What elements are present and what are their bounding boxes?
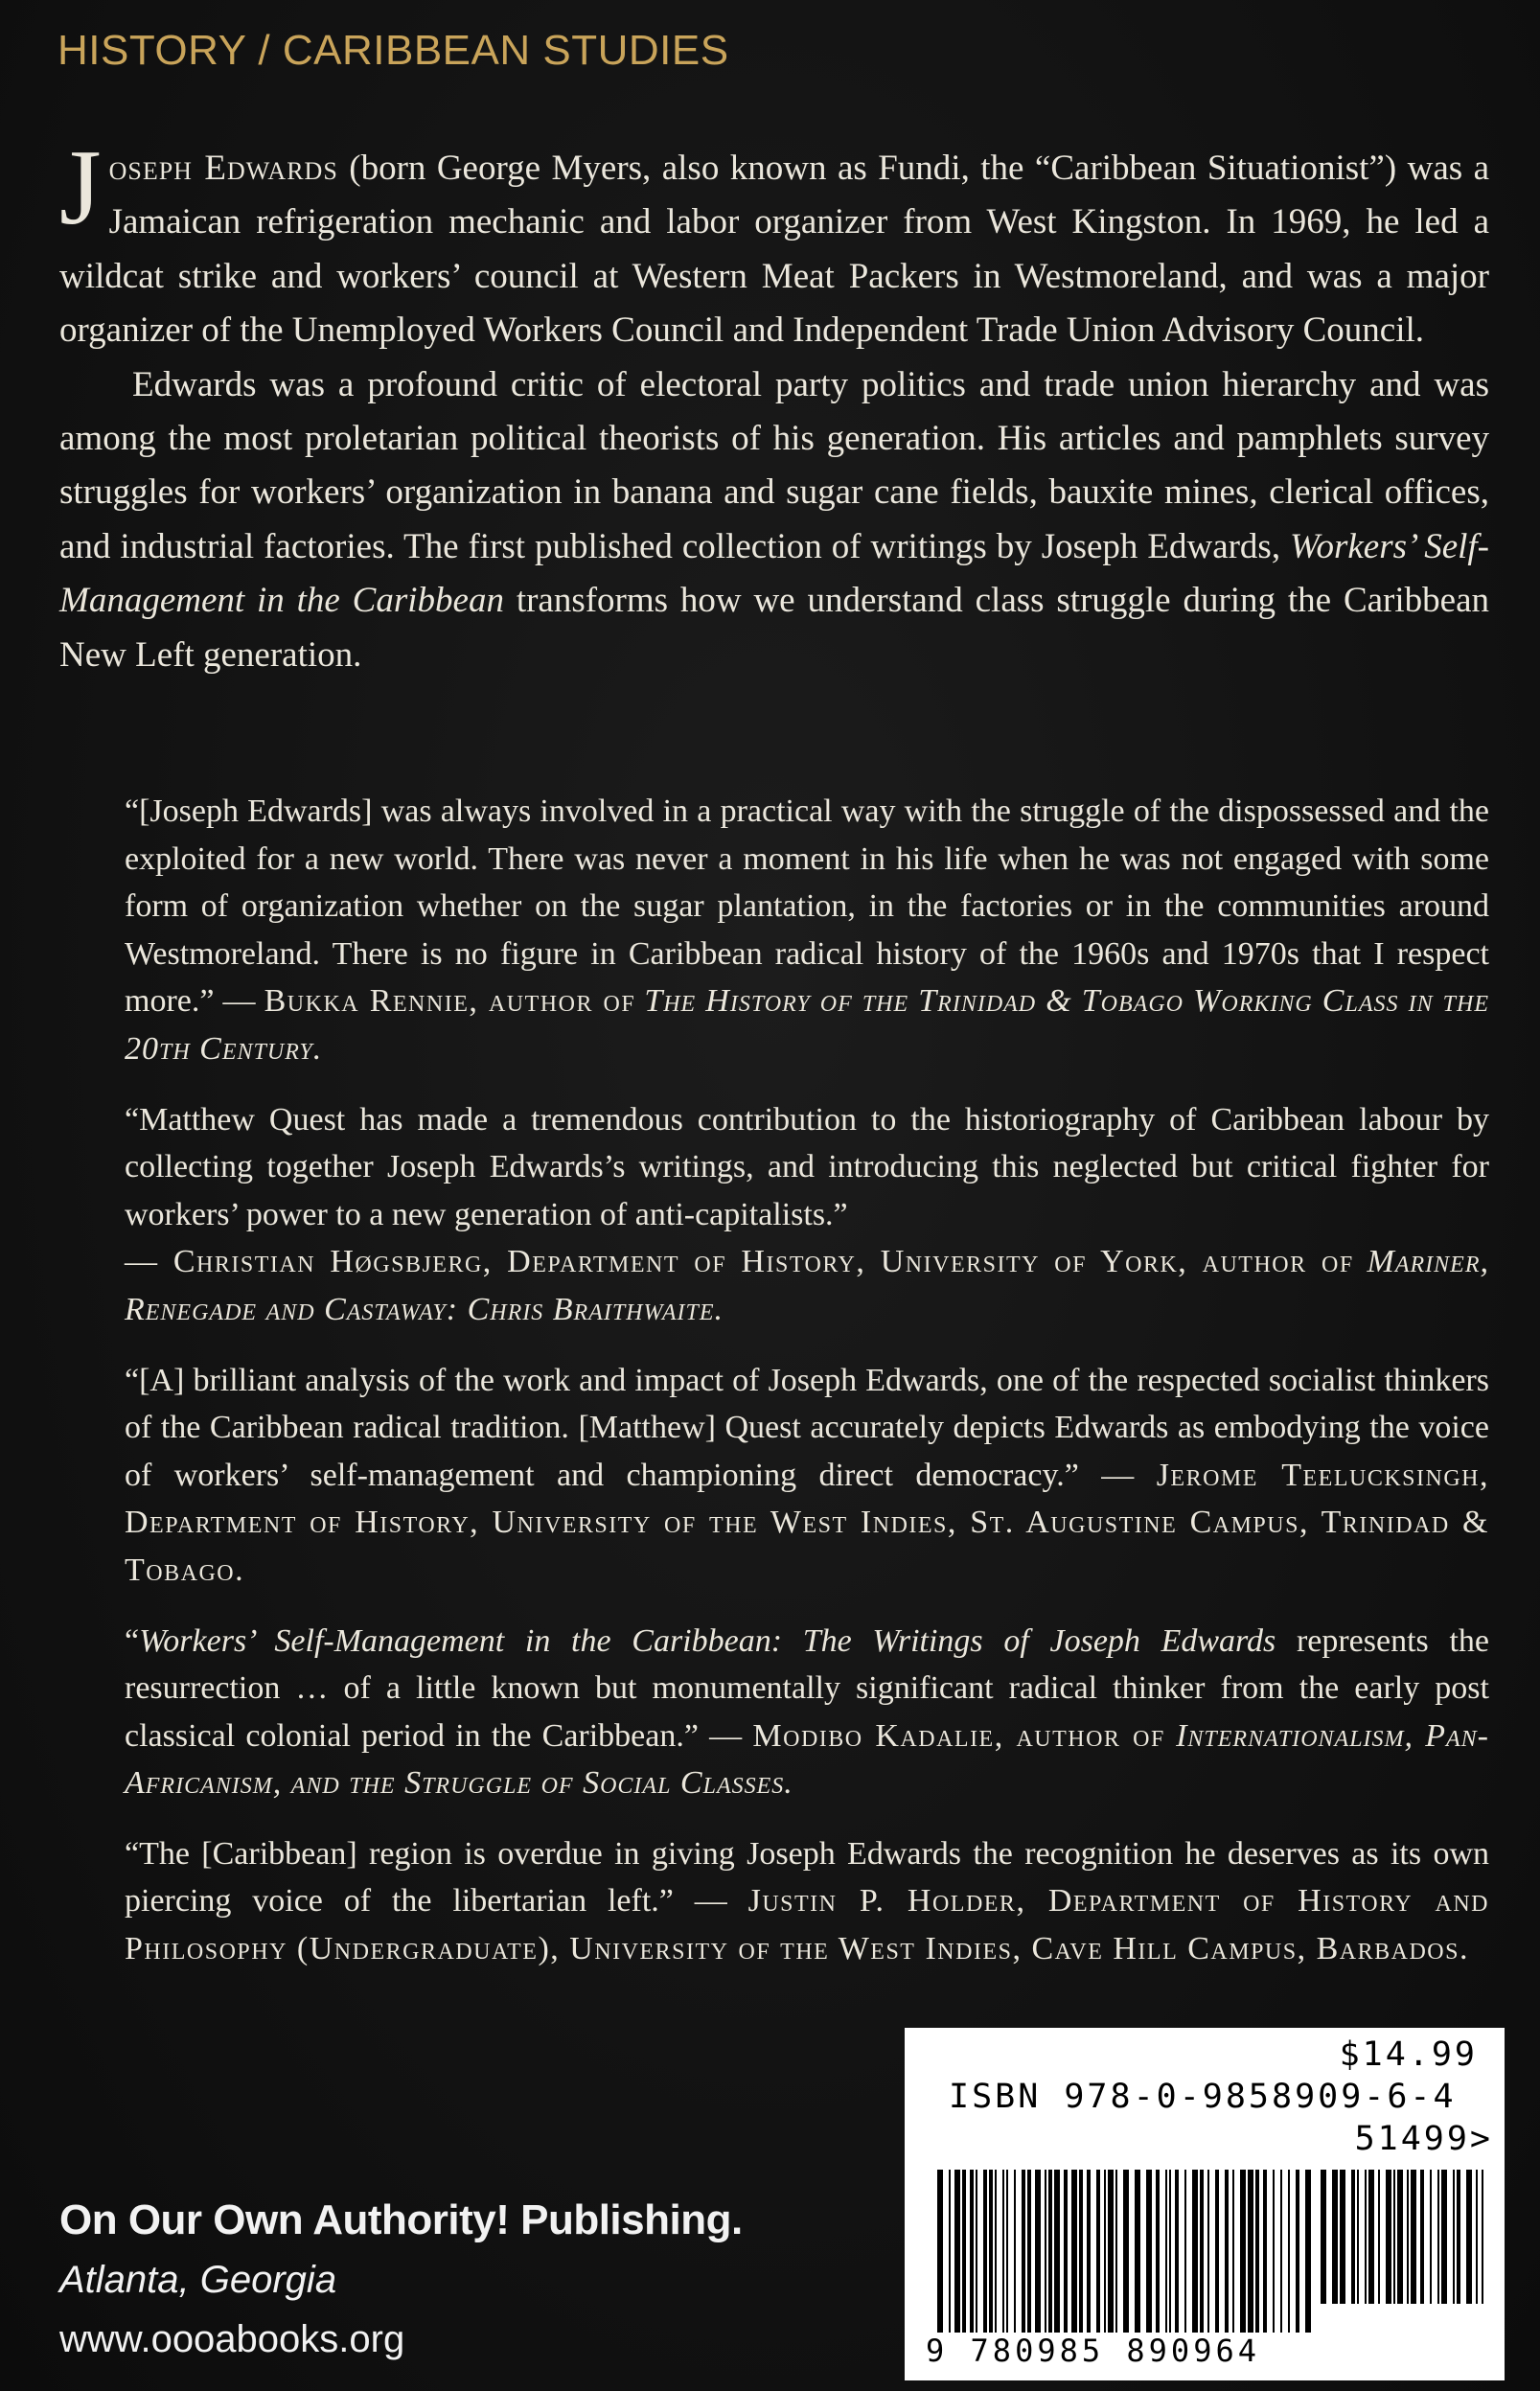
quote-text: represents the resurrection … of a little known but monumentally significant radical thinker from the early post classical colonial period in the Caribbean.” — (125, 1622, 1489, 1754)
barcode-bar (1437, 2170, 1439, 2304)
barcode-bar (1123, 2170, 1129, 2333)
quote-work: Mariner, Renegade and Castaway: Chris Braithwaite. (125, 1244, 1489, 1327)
barcode-bar (1175, 2170, 1179, 2333)
barcode-bar (1022, 2170, 1025, 2333)
barcode-bar (1064, 2170, 1068, 2333)
barcode-bar (1386, 2170, 1391, 2304)
barcode-bar (1280, 2170, 1282, 2333)
quote-attribution: Jerome Teelucksingh, Department of History, University of the West Indies, St. Augustine Campus, Trinidad & Tobago. (125, 1457, 1490, 1588)
barcode-bar (995, 2170, 997, 2333)
barcode-bar (1027, 2170, 1031, 2333)
barcode-bar (1296, 2170, 1299, 2333)
quote-text: “Matthew Quest has made a tremendous contribution to the historiography of Caribbean labour by collecting together Joseph Edwards’s writings, and introducing this neglected but critical fighter for workers’ power to a new generation of anti-capitalists.” (125, 1101, 1489, 1232)
barcode-bar (1288, 2170, 1290, 2333)
barcode-bar (1045, 2170, 1046, 2333)
endorsement-hogsbjerg (125, 1096, 1489, 1334)
book-title: Workers’ Self-Management in the Caribbean (59, 526, 1489, 621)
quote-attribution: Modibo Kadalie, author of (752, 1717, 1165, 1754)
barcode-bar (1393, 2170, 1395, 2304)
barcode-digits: 9 780985 890964 (926, 2333, 1260, 2369)
barcode-bar (1115, 2170, 1117, 2333)
barcode-bar (1340, 2170, 1345, 2304)
ean-barcode-bars (937, 2170, 1311, 2333)
barcode-bar (1378, 2170, 1380, 2304)
addon-barcode-bars (1321, 2170, 1483, 2304)
quote-text: “[A] brilliant analysis of the work and impact of Joseph Edwards, one of the respected socialist thinkers of the Caribbean radical tradition. [Matthew] Quest accurately depicts Edwards as embodying the voice of workers’ self-management and championing direct democracy.” — (125, 1362, 1489, 1493)
barcode-bar (1453, 2170, 1455, 2304)
barcode-bar (1255, 2170, 1259, 2333)
quote-text: “[Joseph Edwards] was always involved in a practical way with the struggle of the dispossessed and the exploited for a new world. There was never a moment in his life when he was not engaged with some form of organization whether on the sugar plantation, in the factories or in the communities around Westmoreland. There is no figure in Caribbean radical history of the 1960s and 1970s that I respect more.” — (125, 793, 1489, 1020)
barcode-bar (1430, 2170, 1432, 2304)
quote-attribution: Justin P. Holder, Department of History and Philosophy (Undergraduate), University of the West Indies, Cave Hill Campus, Barbados. (125, 1883, 1489, 1967)
category-label: HISTORY / CARIBBEAN STUDIES (57, 27, 729, 74)
barcode-bar (1240, 2170, 1246, 2333)
publisher-info (59, 2191, 743, 2369)
price-addon-label: 51499> (1354, 2120, 1493, 2158)
barcode-bar (1420, 2170, 1424, 2304)
barcode-bar (1104, 2170, 1106, 2333)
barcode-bar (954, 2170, 960, 2333)
barcode-bar (1135, 2170, 1140, 2333)
barcode-bar (962, 2170, 966, 2333)
barcode-bar (1407, 2170, 1409, 2304)
price-label: $14.99 (1339, 2035, 1478, 2074)
barcode-bar (1108, 2170, 1114, 2333)
barcode-bar (1368, 2170, 1374, 2304)
publisher-city: Atlanta, Georgia (59, 2259, 337, 2301)
barcode-bar (1411, 2170, 1416, 2304)
barcode-bar (976, 2170, 977, 2333)
barcode-bar (1192, 2170, 1198, 2333)
blurb-text: transforms how we understand class struggle during the Caribbean New Left generation. (59, 581, 1489, 675)
barcode-bar (983, 2170, 987, 2333)
barcode-bar (1048, 2170, 1052, 2333)
barcode-bar (1357, 2170, 1359, 2304)
barcode-bar (1365, 2170, 1367, 2304)
barcode-bar (1054, 2170, 1060, 2333)
barcode-bar (1476, 2170, 1478, 2304)
barcode-bar (1006, 2170, 1008, 2333)
barcode-bar (1087, 2170, 1091, 2333)
endorsement-rennie (125, 788, 1489, 1073)
barcode-bar (1184, 2170, 1186, 2333)
barcode-bar (1273, 2170, 1275, 2333)
quote-text: “The [Caribbean] region is overdue in giving Joseph Edwards the recognition he deserves as its own piercing voice of the libertarian left.” — (125, 1835, 1489, 1920)
endorsement-holder (125, 1830, 1489, 1973)
barcode-bar (970, 2170, 974, 2333)
barcode-bar (1351, 2170, 1355, 2304)
barcode-bar (1079, 2170, 1083, 2333)
blurb-text: Edwards was a profound critic of electoral party politics and trade union hierarchy and was among the most proletarian political theorists of his generation. His articles and pamphlets survey struggles for workers’ organization in banana and sugar cane fields, bauxite mines, clerical offices, and industrial factories. The first published collection of writings by Joseph Edwards, (59, 364, 1489, 566)
barcode-bar (1014, 2170, 1016, 2333)
author-name-smallcaps: oseph Edwards (108, 149, 338, 188)
blurb-paragraph-1 (59, 128, 1490, 358)
endorsement-kadalie: “Workers’ Self-Management in the Caribbean: The Writings of Joseph Edwards represents the resurrection … of a little known but monumentally significant radical thinker from the early post classical colonial period in the Caribbean.” — Modibo Kadalie, author of Internationalism, Pan-Africanism, and the Struggle of Social Classes. (125, 1622, 1490, 1802)
barcode-bar (1482, 2170, 1483, 2304)
quote-attribution: — Christian Høgsbjerg, Department of History, University of York, author of (125, 1244, 1354, 1280)
endorsements (125, 788, 1489, 1996)
barcode-bar (1215, 2170, 1219, 2333)
barcode-bar (1169, 2170, 1171, 2333)
barcode-bar (1200, 2170, 1204, 2333)
description-blurb (59, 128, 1490, 682)
publisher-name: On Our Own Authority! Publishing. (59, 2196, 743, 2243)
barcode-bar (1457, 2170, 1460, 2304)
barcode-bar (1232, 2170, 1234, 2333)
barcode-bar (1225, 2170, 1229, 2333)
barcode-bar (1071, 2170, 1077, 2333)
barcode-bar (1096, 2170, 1100, 2333)
drop-cap: J (59, 128, 102, 247)
quote-book-title: Workers’ Self-Management in the Caribbean: The Writings of Joseph Edwards (139, 1622, 1276, 1659)
isbn-barcode (905, 2028, 1505, 2380)
barcode-bar (1002, 2170, 1004, 2333)
quote-work: Internationalism, Pan-Africanism, and the Struggle of Social Classes. (125, 1717, 1490, 1802)
barcode-bar (1321, 2170, 1326, 2304)
barcode-bar (989, 2170, 993, 2333)
quote-attribution: Bukka Rennie, author of (264, 983, 636, 1020)
barcode-bar (1332, 2170, 1338, 2304)
endorsement-teelucksingh (125, 1357, 1489, 1595)
barcode-bar (1397, 2170, 1403, 2304)
quote-work: The History of the Trinidad & Tobago Working Class in the 20th Century. (125, 983, 1489, 1067)
barcode-bar (1165, 2170, 1167, 2333)
barcode-bar (1156, 2170, 1160, 2333)
barcode-bar (949, 2170, 951, 2333)
barcode-bar (937, 2170, 943, 2333)
barcode-bar (1263, 2170, 1267, 2333)
barcode-bar (1305, 2170, 1311, 2333)
publisher-url: www.oooabooks.org (59, 2318, 405, 2360)
isbn-label: ISBN 978-0-9858909-6-4 (949, 2078, 1457, 2116)
blurb-paragraph-2 (59, 358, 1489, 682)
blurb-text: (born George Myers, also known as Fundi, the “Caribbean Situationist”) was a Jamaican refrigeration mechanic and labor organizer from West Kingston. In 1969, he led a wildcat strike and workers’ council at Western Meat Packers in Westmoreland, and was a major organizer of the Unemployed Workers Council and Independent Trade Union Advisory Council. (59, 149, 1490, 351)
barcode-bar (1466, 2170, 1472, 2304)
barcode-bar (1248, 2170, 1253, 2333)
barcode-bar (1207, 2170, 1209, 2333)
barcode-bar (1441, 2170, 1447, 2304)
barcode-bar (1146, 2170, 1152, 2333)
barcode-bar (1035, 2170, 1041, 2333)
